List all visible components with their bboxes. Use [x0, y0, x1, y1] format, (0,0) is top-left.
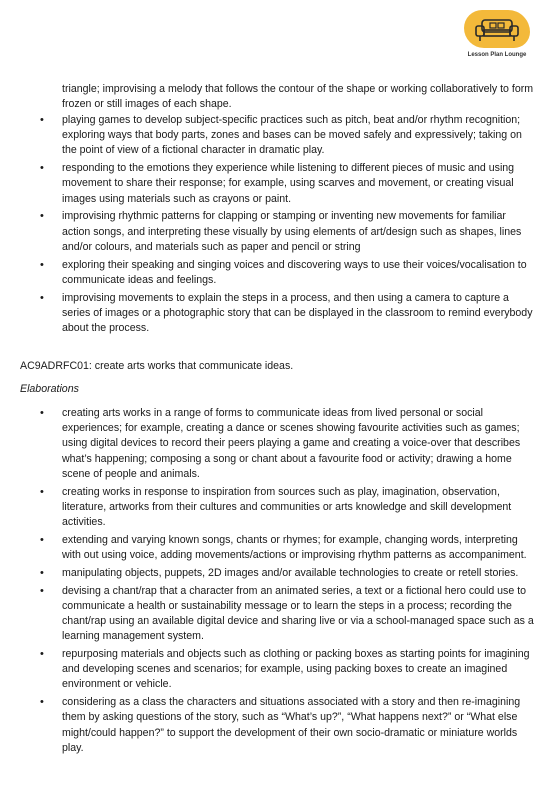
list-item: • exploring their speaking and singing voices and discovering ways to use their voices/vocalisation to communicate ideas and feelings. [40, 258, 534, 288]
list-item: • improvising movements to explain the steps in a process, and then using a camera to capture a series of images or a photographic story that can be displayed in the classroom to remind everybody about the process. [40, 291, 534, 337]
list-item: • creating works in response to inspiration from sources such as play, imagination, observation, literature, artworks from their cultures and communities or arts knowledge and skill development activities. [40, 485, 534, 531]
logo-text: Lesson Plan Lounge [467, 52, 527, 58]
continued-paragraph: triangle; improvising a melody that follows the contour of the shape or working collaboratively to form frozen or still images of each shape. [62, 83, 534, 111]
list-item: • considering as a class the characters and situations associated with a story and then re-imagining them by asking questions of the story, such as “What’s up?”, “What happens next?” or “What else might/could happen?” to support the development of their own socio-dramatic or miniature worlds play. [40, 695, 534, 756]
list-item: • repurposing materials and objects such as clothing or packing boxes as starting points for imagining and developing scenes and scenarios; for example, using packing boxes to create an imagined environment or vehicle. [40, 647, 534, 693]
list-item: • devising a chant/rap that a character from an animated series, a text or a fictional hero could use to communicate a health or sustainability message or to learn the steps in a process; recording the chant/rap using an available digital device and sharing live or via a school-managed space such as a learning management system. [40, 584, 534, 645]
list-item: • improvising rhythmic patterns for clapping or stamping or inventing new movements for familiar action songs, and interpreting these visually by using elements of art/design such as shapes, lines and/or colours, and materials such as paper and pencil or string [40, 209, 534, 255]
list-item: • manipulating objects, puppets, 2D images and/or available technologies to create or retell stories. [40, 566, 534, 581]
elaborations-heading: Elaborations [20, 383, 79, 395]
logo [458, 8, 536, 64]
list-item: • responding to the emotions they experience while listening to different pieces of music and using movement to share their response; for example, using scarves and movement, or creating visual images using materials such as crayons or paint. [40, 161, 534, 207]
sofa-icon [472, 16, 522, 44]
elaborations-list-2 [40, 406, 534, 759]
list-item: • creating arts works in a range of forms to communicate ideas from lived personal or social experiences; for example, creating a dance or scenes showing favourite activities such as games; using digital devices to record their peers playing a game and creating a voice-over that describes what’s happening; composing a song or chant about a favourite food or activity; drawing a home scene of people and animals. [40, 406, 534, 482]
list-item: • playing games to develop subject-specific practices such as pitch, beat and/or rhythm recognition; exploring ways that body parts, zones and bases can be moved safely and expressively; taking on the point of view of a fictional character in dramatic play. [40, 113, 534, 159]
elaborations-list-1 [40, 113, 534, 339]
standard-code: AC9ADRFC01: create arts works that communicate ideas. [20, 360, 294, 372]
list-item: • extending and varying known songs, chants or rhymes; for example, changing words, interpreting with out using voice, adding movements/actions or improvising rhythm patterns as accompaniment. [40, 533, 534, 563]
